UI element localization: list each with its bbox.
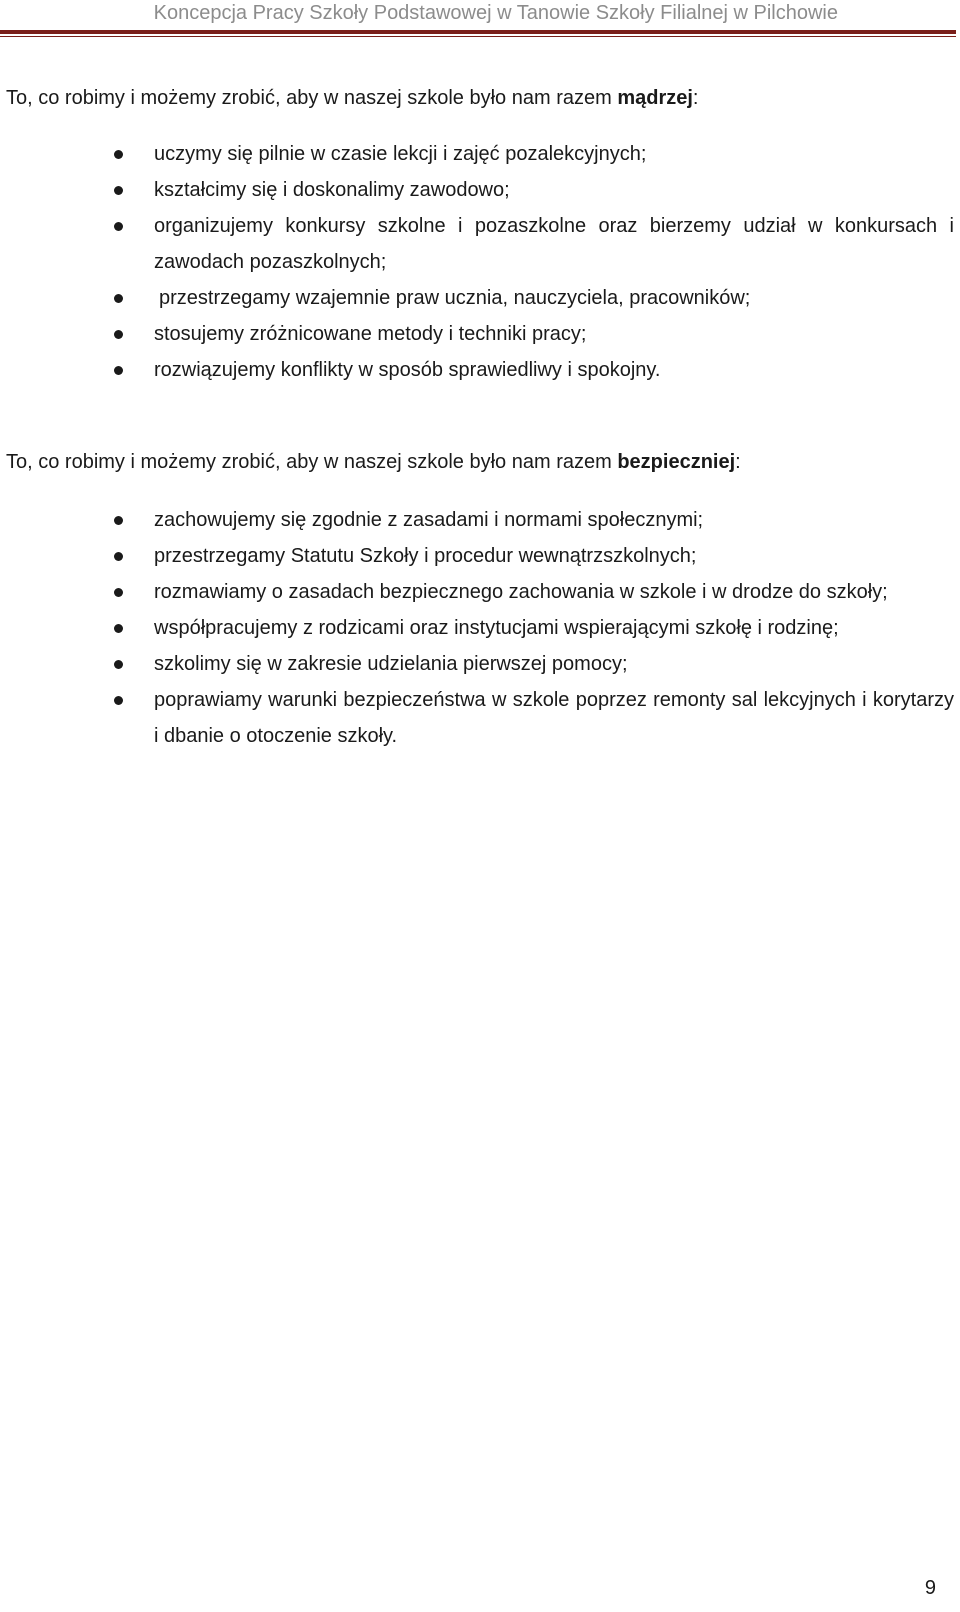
list-item — [0, 352, 960, 388]
bullet-icon — [114, 516, 123, 525]
bullet-icon — [114, 624, 123, 633]
list-item-text: stosujemy zróżnicowane metody i techniki pracy; — [154, 323, 587, 345]
section-intro-prefix: To, co robimy i możemy zrobić, aby w naszej szkole było nam razem — [6, 451, 618, 473]
list-item — [0, 502, 960, 538]
list-item-text: uczymy się pilnie w czasie lekcji i zajęć pozalekcyjnych; — [154, 143, 647, 165]
bullet-list-bezpieczniej — [0, 502, 960, 754]
list-item — [0, 172, 960, 208]
list-item-text: przestrzegamy wzajemnie praw ucznia, nauczyciela, pracowników; — [159, 287, 751, 309]
list-item-text: szkolimy się w zakresie udzielania pierwszej pomocy; — [154, 653, 628, 675]
bullet-icon — [114, 552, 123, 561]
section-intro-bezpieczniej — [6, 450, 741, 474]
section-intro-suffix: : — [735, 451, 741, 473]
section-intro-suffix: : — [692, 87, 699, 109]
bullet-icon — [114, 222, 123, 231]
running-header — [0, 0, 960, 36]
list-item-text: współpracujemy z rodzicami oraz instytucjami wspierającymi szkołę i rodzinę; — [154, 617, 839, 639]
section-intro-madrzej — [6, 86, 698, 110]
list-item-text: zachowujemy się zgodnie z zasadami i normami społecznymi; — [154, 509, 704, 531]
bullet-icon — [114, 186, 123, 195]
bullet-icon — [114, 660, 123, 669]
list-item — [0, 280, 960, 316]
list-item-text: poprawiamy warunki bezpieczeństwa w szkole poprzez remonty sal lekcyjnych i korytarzy i dbanie o otoczenie szkoły. — [154, 689, 954, 747]
list-item-text: rozwiązujemy konflikty w sposób sprawiedliwy i spokojny. — [154, 359, 661, 381]
page-number: 9 — [924, 1577, 936, 1599]
header-title: Koncepcja Pracy Szkoły Podstawowej w Tanowie Szkoły Filialnej w Pilchowie — [153, 2, 838, 24]
bullet-icon — [114, 330, 123, 339]
list-item — [0, 316, 960, 352]
bullet-icon — [114, 294, 123, 303]
list-item-text: rozmawiamy o zasadach bezpiecznego zachowania w szkole i w drodze do szkoły; — [154, 581, 888, 603]
bullet-icon — [114, 588, 123, 597]
list-item — [0, 682, 960, 754]
header-rule-thick — [0, 30, 956, 34]
list-item-text: kształcimy się i doskonalimy zawodowo; — [154, 179, 510, 201]
bullet-icon — [114, 150, 123, 159]
list-item — [0, 610, 960, 646]
list-item — [0, 646, 960, 682]
bullet-icon — [114, 366, 123, 375]
bullet-icon — [114, 696, 123, 705]
bullet-list-madrzej — [0, 136, 960, 388]
list-item — [0, 136, 960, 172]
header-rule-thin — [0, 36, 956, 37]
list-item — [0, 574, 960, 610]
section-intro-keyword: mądrzej — [617, 87, 693, 109]
list-item — [0, 538, 960, 574]
list-item — [0, 208, 960, 280]
list-item-text: organizujemy konkursy szkolne i pozaszkolne oraz bierzemy udział w konkursach i zawodach pozaszkolnych; — [154, 215, 954, 273]
section-intro-prefix: To, co robimy i możemy zrobić, aby w naszej szkole było nam razem — [6, 87, 618, 109]
list-item-text: przestrzegamy Statutu Szkoły i procedur wewnątrzszkolnych; — [154, 545, 697, 567]
section-intro-keyword: bezpieczniej — [617, 451, 736, 473]
